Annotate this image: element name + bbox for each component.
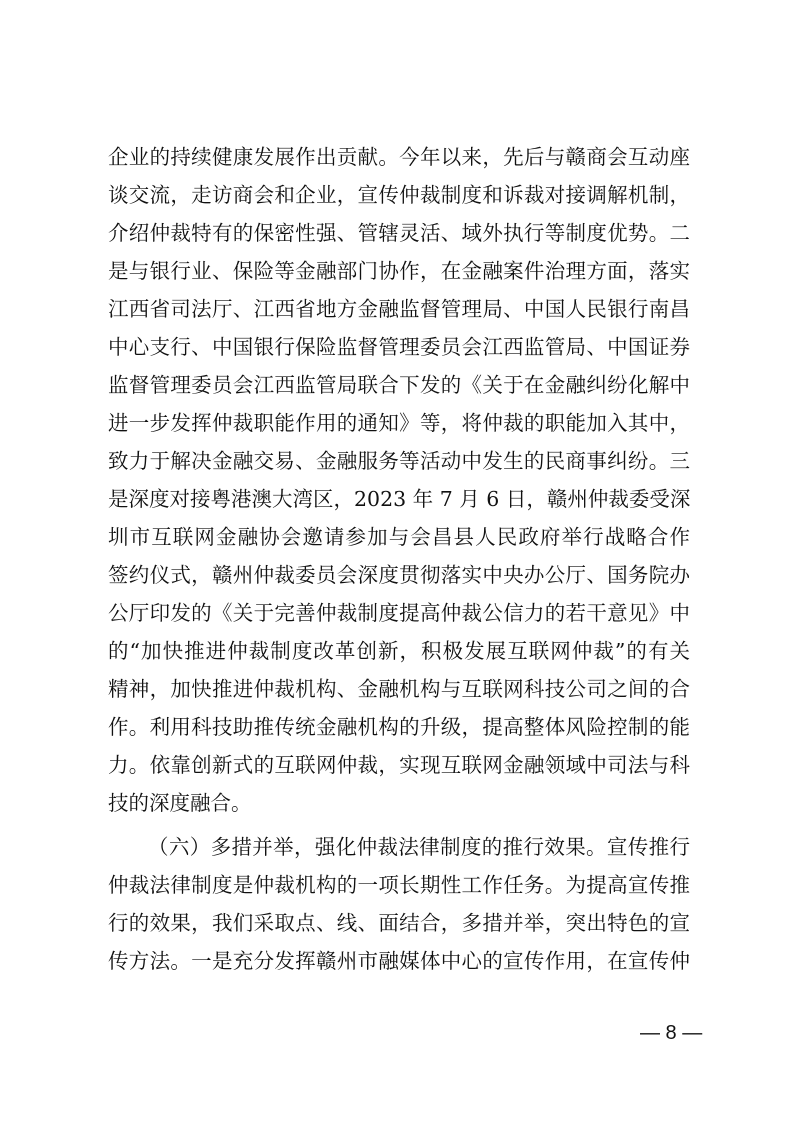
text-line: 致力于解决金融交易、金融服务等活动中发生的民商事纠纷。三 [108, 449, 690, 473]
section-heading-line: （六）多措并举，强化仲裁法律制度的推行效果。宣传推行 [148, 835, 690, 859]
text-line: 技的深度融合。 [108, 791, 252, 815]
text-line: 中心支行、中国银行保险监督管理委员会江西监管局、中国证券 [108, 335, 690, 359]
text-line: 公厅印发的《关于完善仲裁制度提高仲裁公信力的若干意见》中 [108, 601, 690, 625]
text-line: 精神，加快推进仲裁机构、金融机构与互联网科技公司之间的合 [108, 677, 690, 701]
text-line: 的“加快推进仲裁制度改革创新，积极发展互联网仲裁”的有关 [108, 639, 690, 663]
text-line: 进一步发挥仲裁职能作用的通知》等，将仲裁的职能加入其中， [108, 411, 690, 435]
text-line: 签约仪式，赣州仲裁委员会深度贯彻落实中央办公厅、国务院办 [108, 563, 690, 587]
text-line: 力。依靠创新式的互联网仲裁，实现互联网金融领域中司法与科 [108, 753, 690, 777]
text-line: 是与银行业、保险等金融部门协作，在金融案件治理方面，落实 [108, 259, 690, 283]
text-line: 监督管理委员会江西监管局联合下发的《关于在金融纠纷化解中 [108, 373, 690, 397]
text-line: 谈交流，走访商会和企业，宣传仲裁制度和诉裁对接调解机制， [108, 183, 690, 207]
text-line: 作。利用科技助推传统金融机构的升级，提高整体风险控制的能 [108, 715, 690, 739]
text-line: 圳市互联网金融协会邀请参加与会昌县人民政府举行战略合作 [108, 525, 690, 549]
text-line: 仲裁法律制度是仲裁机构的一项长期性工作任务。为提高宣传推 [108, 873, 690, 897]
text-line: 传方法。一是充分发挥赣州市融媒体中心的宣传作用，在宣传仲 [108, 949, 690, 973]
page-number: — 8 — [640, 1022, 703, 1044]
text-line: 介绍仲裁特有的保密性强、管辖灵活、域外执行等制度优势。二 [108, 221, 690, 245]
text-line: 江西省司法厅、江西省地方金融监督管理局、中国人民银行南昌 [108, 297, 690, 321]
text-line: 企业的持续健康发展作出贡献。今年以来，先后与赣商会互动座 [108, 145, 690, 169]
text-line: 行的效果，我们采取点、线、面结合，多措并举，突出特色的宣 [108, 911, 690, 935]
text-line: 是深度对接粤港澳大湾区，2023 年 7 月 6 日，赣州仲裁委受深 [108, 487, 690, 511]
